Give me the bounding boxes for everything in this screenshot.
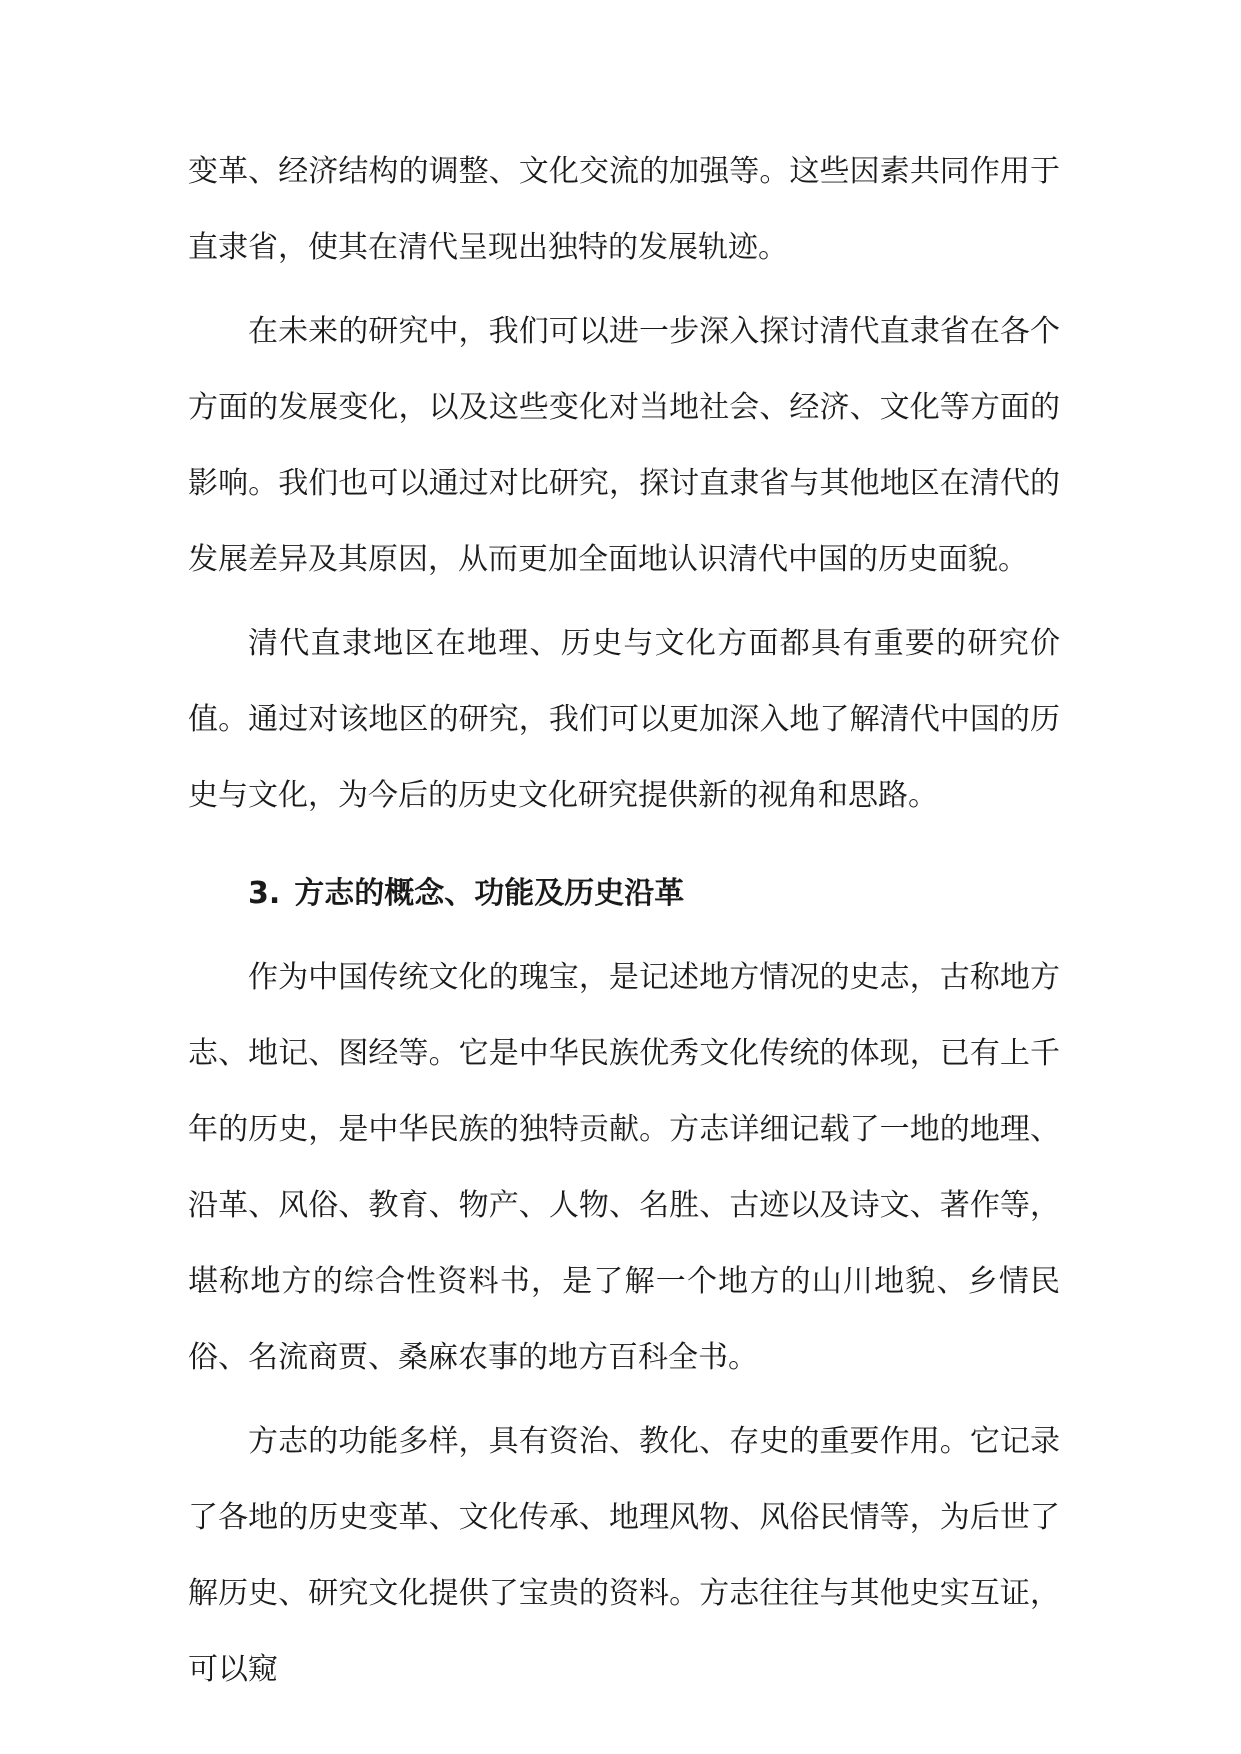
section-number: 3. <box>248 876 281 911</box>
section-heading <box>188 856 1060 932</box>
section-title: 方志的概念、功能及历史沿革 <box>294 876 685 911</box>
paragraph-continued: 变革、经济结构的调整、文化交流的加强等。这些因素共同作用于直隶省，使其在清代呈现出独特的发展轨迹。 <box>188 154 1060 265</box>
paragraph-future-research: 在未来的研究中，我们可以进一步深入探讨清代直隶省在各个方面的发展变化，以及这些变化对当地社会、经济、文化等方面的影响。我们也可以通过对比研究，探讨直隶省与其他地区在清代的发展差异及其原因，从而更加全面地认识清代中国的历史面貌。 <box>188 314 1060 577</box>
paragraph-fangzhi-definition: 作为中国传统文化的瑰宝，是记述地方情况的史志，古称地方志、地记、图经等。它是中华民族优秀文化传统的体现，已有上千年的历史，是中华民族的独特贡献。方志详细记载了一地的地理、沿革、风俗、教育、物产、人物、名胜、古迹以及诗文、著作等，堪称地方的综合性资料书，是了解一个地方的山川地貌、乡情民俗、名流商贾、桑麻农事的地方百科全书。 <box>188 960 1060 1375</box>
document-body <box>188 134 1060 1716</box>
paragraph-fangzhi-functions: 方志的功能多样，具有资治、教化、存史的重要作用。它记录了各地的历史变革、文化传承、地理风物、风俗民情等，为后世了解历史、研究文化提供了宝贵的资料。方志往往与其他史实互证，可以窥 <box>188 1424 1060 1687</box>
paragraph-research-value: 清代直隶地区在地理、历史与文化方面都具有重要的研究价值。通过对该地区的研究，我们可以更加深入地了解清代中国的历史与文化，为今后的历史文化研究提供新的视角和思路。 <box>188 626 1060 813</box>
